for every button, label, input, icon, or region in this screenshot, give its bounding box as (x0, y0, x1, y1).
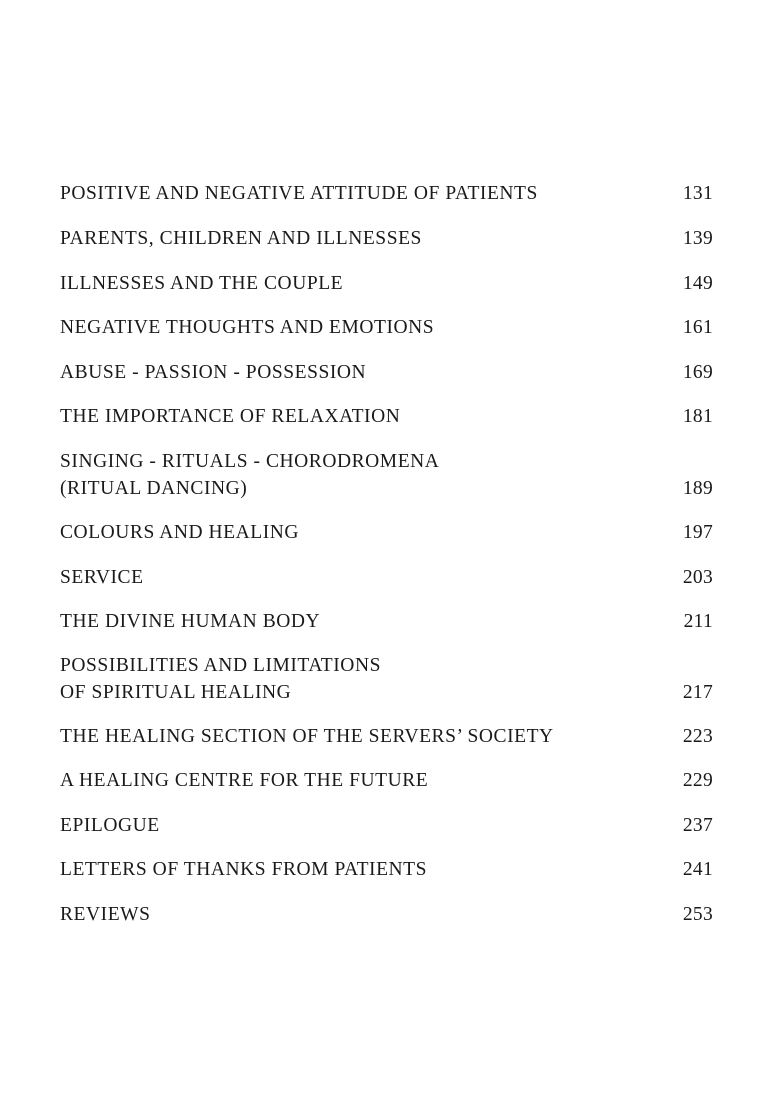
toc-entry-title: (RITUAL DANCING) (60, 478, 248, 499)
toc-entry (60, 225, 713, 252)
toc-entry-title: PARENTS, CHILDREN AND ILLNESSES (60, 228, 422, 249)
toc-entry (60, 270, 713, 297)
toc-entry (60, 564, 713, 591)
toc-entry-title: SERVICE (60, 567, 144, 588)
toc-entry-page-number: 161 (682, 317, 713, 338)
toc-entry-title: COLOURS AND HEALING (60, 522, 300, 543)
toc-entry-page-number: 223 (682, 726, 713, 747)
toc-entry (60, 359, 713, 386)
toc-entry-page-number: 211 (683, 611, 713, 632)
toc-entry (60, 403, 713, 430)
toc-entry-page-number: 169 (682, 362, 713, 383)
toc-entry-title: ILLNESSES AND THE COUPLE (60, 273, 344, 294)
toc-entry-title: SINGING - RITUALS - CHORODROMENA (60, 451, 440, 472)
toc-entry-title: ABUSE - PASSION - POSSESSION (60, 362, 367, 383)
toc-entry-title: THE IMPORTANCE OF RELAXATION (60, 406, 401, 427)
toc-entry-page-number: 253 (682, 904, 713, 925)
toc-entry (60, 767, 713, 794)
toc-entry (60, 519, 713, 546)
toc-entry-page-number: 229 (682, 770, 713, 791)
toc-entry-page-number: 181 (682, 406, 713, 427)
toc-entry-page-number: 131 (682, 183, 713, 204)
toc-entry-page-number: 197 (682, 522, 713, 543)
toc-entry (60, 901, 713, 928)
toc-entry-page-number: 139 (682, 228, 713, 249)
toc-entry-page-number: 237 (682, 815, 713, 836)
toc-entry-title: POSSIBILITIES AND LIMITATIONS (60, 655, 381, 676)
toc-entry-title: THE HEALING SECTION OF THE SERVERS’ SOCIETY (60, 726, 554, 747)
toc-entry-title: LETTERS OF THANKS FROM PATIENTS (60, 859, 428, 880)
toc-entry-page-number: 217 (682, 682, 713, 703)
toc-entry (60, 812, 713, 839)
toc-entry (60, 856, 713, 883)
toc-entry (60, 652, 713, 706)
toc-entry-page-number: 149 (682, 273, 713, 294)
toc-entry-page-number: 241 (682, 859, 713, 880)
toc-entry-title: THE DIVINE HUMAN BODY (60, 611, 321, 632)
toc-entry (60, 723, 713, 750)
toc-entry-title: REVIEWS (60, 904, 151, 925)
toc-entry (60, 608, 713, 635)
toc-entry (60, 314, 713, 341)
toc-entry (60, 180, 713, 207)
toc-entry-title: A HEALING CENTRE FOR THE FUTURE (60, 770, 429, 791)
toc-entry-title: EPILOGUE (60, 815, 160, 836)
toc-entry-title: NEGATIVE THOUGHTS AND EMOTIONS (60, 317, 435, 338)
toc-entry-page-number: 189 (682, 478, 713, 499)
toc-entry-title: POSITIVE AND NEGATIVE ATTITUDE OF PATIENTS (60, 183, 538, 204)
toc-entry-title: OF SPIRITUAL HEALING (60, 682, 292, 703)
toc-entry-page-number: 203 (682, 567, 713, 588)
toc-entry (60, 448, 713, 502)
